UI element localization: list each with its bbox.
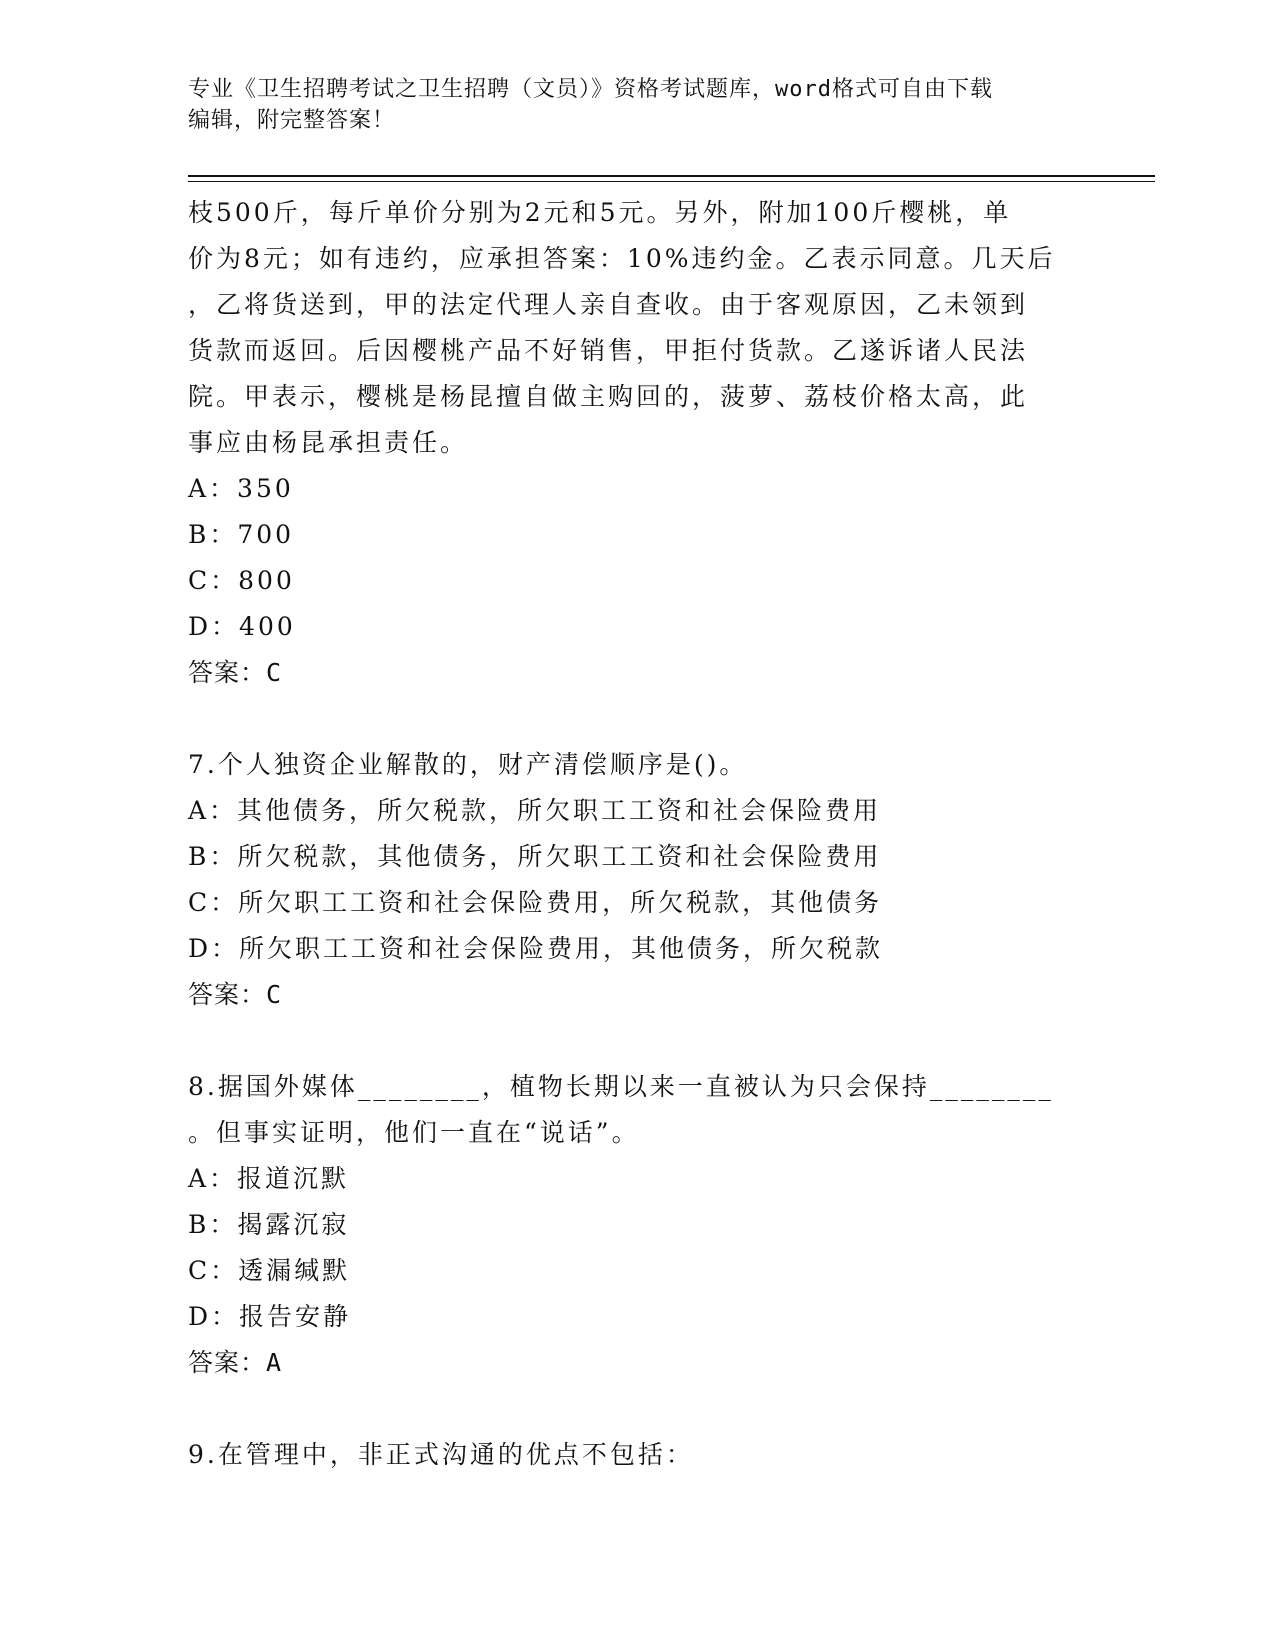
question-7: [188, 742, 1068, 1018]
option-d: D：所欠职工工资和社会保险费用，其他债务，所欠税款: [188, 934, 884, 963]
option-b: B：700: [188, 520, 295, 549]
spacer: [188, 1386, 1068, 1432]
option-a: A：其他债务，所欠税款，所欠职工工资和社会保险费用: [188, 796, 882, 825]
question-title-continued: 。但事实证明，他们一直在“说话”。: [188, 1118, 640, 1147]
answer-line: 答案：C: [188, 658, 283, 687]
header-divider-thick: [188, 175, 1155, 177]
option-d: D：报告安静: [188, 1302, 352, 1331]
header-line-2: 编辑，附完整答案！: [188, 108, 396, 133]
question-text-line: ，乙将货送到，甲的法定代理人亲自查收。由于客观原因，乙未领到: [188, 290, 1029, 319]
question-text-line: 货款而返回。后因樱桃产品不好销售，甲拒付货款。乙遂诉诸人民法: [188, 336, 1029, 365]
question-9: [188, 1432, 1068, 1478]
spacer: [188, 696, 1068, 742]
option-c: C：透漏缄默: [188, 1256, 351, 1285]
option-a: A：报道沉默: [188, 1164, 350, 1193]
question-text-line: 事应由杨昆承担责任。: [188, 428, 469, 457]
option-d: D：400: [188, 612, 296, 641]
option-b: B：所欠税款，其他债务，所欠职工工资和社会保险费用: [188, 842, 882, 871]
option-c: C：所欠职工工资和社会保险费用，所欠税款，其他债务: [188, 888, 883, 917]
option-b: B：揭露沉寂: [188, 1210, 350, 1239]
question-6-continuation: [188, 190, 1068, 696]
question-title: 8.据国外媒体________，植物长期以来一直被认为只会保持________: [188, 1072, 1054, 1101]
header-divider-thin: [188, 181, 1155, 182]
question-8: [188, 1064, 1068, 1386]
option-a: A：350: [188, 474, 294, 503]
option-c: C：800: [188, 566, 295, 595]
question-title: 9.在管理中，非正式沟通的优点不包括：: [188, 1440, 694, 1469]
question-text-line: 价为8元；如有违约，应承担答案：10%违约金。乙表示同意。几天后: [188, 244, 1056, 273]
document-header: [188, 74, 1068, 136]
answer-line: 答案：A: [188, 1348, 283, 1377]
question-text-line: 院。甲表示，樱桃是杨昆擅自做主购回的，菠萝、荔枝价格太高，此: [188, 382, 1029, 411]
question-text-line: 枝500斤，每斤单价分别为2元和5元。另外，附加100斤樱桃，单: [188, 198, 1012, 227]
header-line-1: 专业《卫生招聘考试之卫生招聘（文员）》资格考试题库，word格式可自由下载: [188, 77, 993, 102]
question-title: 7.个人独资企业解散的，财产清偿顺序是()。: [188, 750, 748, 779]
answer-line: 答案：C: [188, 980, 283, 1009]
document-body: [188, 190, 1068, 1478]
spacer: [188, 1018, 1068, 1064]
